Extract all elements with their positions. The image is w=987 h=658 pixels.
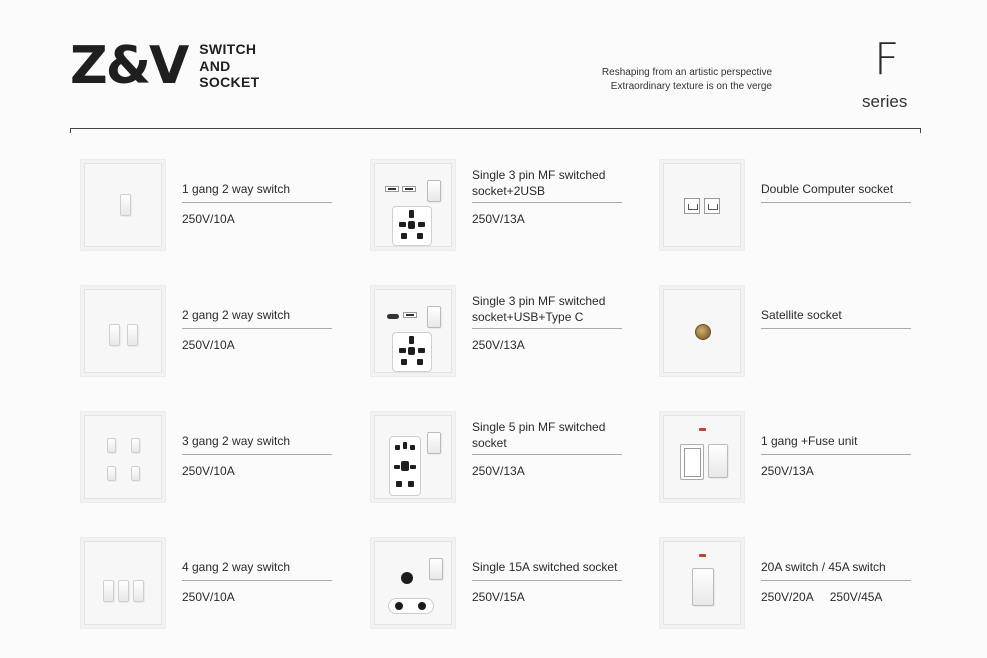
product-item — [370, 537, 640, 629]
brand-subtitle-line: SOCKET — [199, 74, 260, 91]
product-name: 2 gang 2 way switch — [182, 308, 291, 322]
product-name-underline — [472, 328, 622, 329]
switch-1-gang-icon — [80, 159, 166, 251]
product-name: Single 15A switched socket — [472, 560, 618, 574]
product-rating: 250V/10A — [182, 590, 235, 604]
product-rating: 250V/10A — [182, 464, 235, 478]
product-name-underline — [472, 202, 622, 203]
product-name: 1 gang 2 way switch — [182, 182, 291, 196]
computer-socket-icon — [659, 159, 745, 251]
product-name-underline — [472, 454, 622, 455]
product-rating: 250V/13A — [472, 212, 525, 226]
product-name-underline — [761, 202, 911, 203]
product-item — [80, 411, 350, 503]
tagline — [602, 66, 772, 94]
fuse-unit-icon — [659, 411, 745, 503]
product-item — [370, 411, 640, 503]
product-name: Double Computer socket — [761, 182, 894, 196]
product-rating: 250V/20A 250V/45A — [761, 590, 883, 604]
product-rating: 250V/13A — [472, 338, 525, 352]
tagline-line: Reshaping from an artistic perspective — [601, 67, 772, 78]
brand — [70, 36, 260, 96]
product-name: 20A switch / 45A switch — [761, 560, 886, 574]
product-name-underline — [182, 328, 332, 329]
socket-5pin-icon — [370, 411, 456, 503]
product-name: 1 gang +Fuse unit — [761, 434, 858, 448]
product-name-underline — [761, 328, 911, 329]
product-name: 3 gang 2 way switch — [182, 434, 291, 448]
product-item — [80, 285, 350, 377]
switch-4-gang-icon — [80, 537, 166, 629]
header-divider — [70, 128, 921, 129]
product-item — [370, 285, 640, 377]
product-item — [80, 159, 350, 251]
product-item — [659, 537, 929, 629]
brand-subtitle — [199, 41, 259, 91]
product-item — [659, 159, 929, 251]
product-name-underline — [182, 202, 332, 203]
product-name: Satellite socket — [761, 308, 842, 322]
high-current-switch-icon — [659, 537, 745, 629]
product-rating: 250V/13A — [761, 464, 814, 478]
product-item — [659, 411, 929, 503]
socket-15a-icon — [370, 537, 456, 629]
satellite-socket-icon — [659, 285, 745, 377]
product-item — [659, 285, 929, 377]
product-rating: 250V/13A — [472, 464, 525, 478]
product-name-underline — [182, 580, 332, 581]
brand-logo: Z&V — [70, 36, 188, 96]
socket-usb-typec-icon — [370, 285, 456, 377]
product-name-underline — [182, 454, 332, 455]
switch-3-gang-icon — [80, 411, 166, 503]
switch-2-gang-icon — [80, 285, 166, 377]
product-name: Single 5 pin MF switched socket — [472, 420, 606, 450]
product-name: 4 gang 2 way switch — [182, 560, 291, 574]
product-name-underline — [761, 454, 911, 455]
product-name-underline — [472, 580, 622, 581]
product-rating: 250V/15A — [472, 590, 525, 604]
series-letter: F — [874, 34, 900, 85]
product-name: Single 3 pin MF switched socket+USB+Type C — [472, 294, 606, 324]
series-word: series — [862, 92, 908, 111]
product-rating: 250V/10A — [182, 338, 235, 352]
brand-subtitle-line: SWITCH — [199, 41, 257, 58]
product-item — [370, 159, 640, 251]
product-rating: 250V/10A — [182, 212, 235, 226]
product-name-underline — [761, 580, 911, 581]
product-item — [80, 537, 350, 629]
product-name: Single 3 pin MF switched socket+2USB — [472, 168, 606, 198]
socket-2usb-icon — [370, 159, 456, 251]
brand-subtitle-line: AND — [199, 57, 231, 74]
tagline-line: Extraordinary texture is on the verge — [610, 81, 772, 92]
